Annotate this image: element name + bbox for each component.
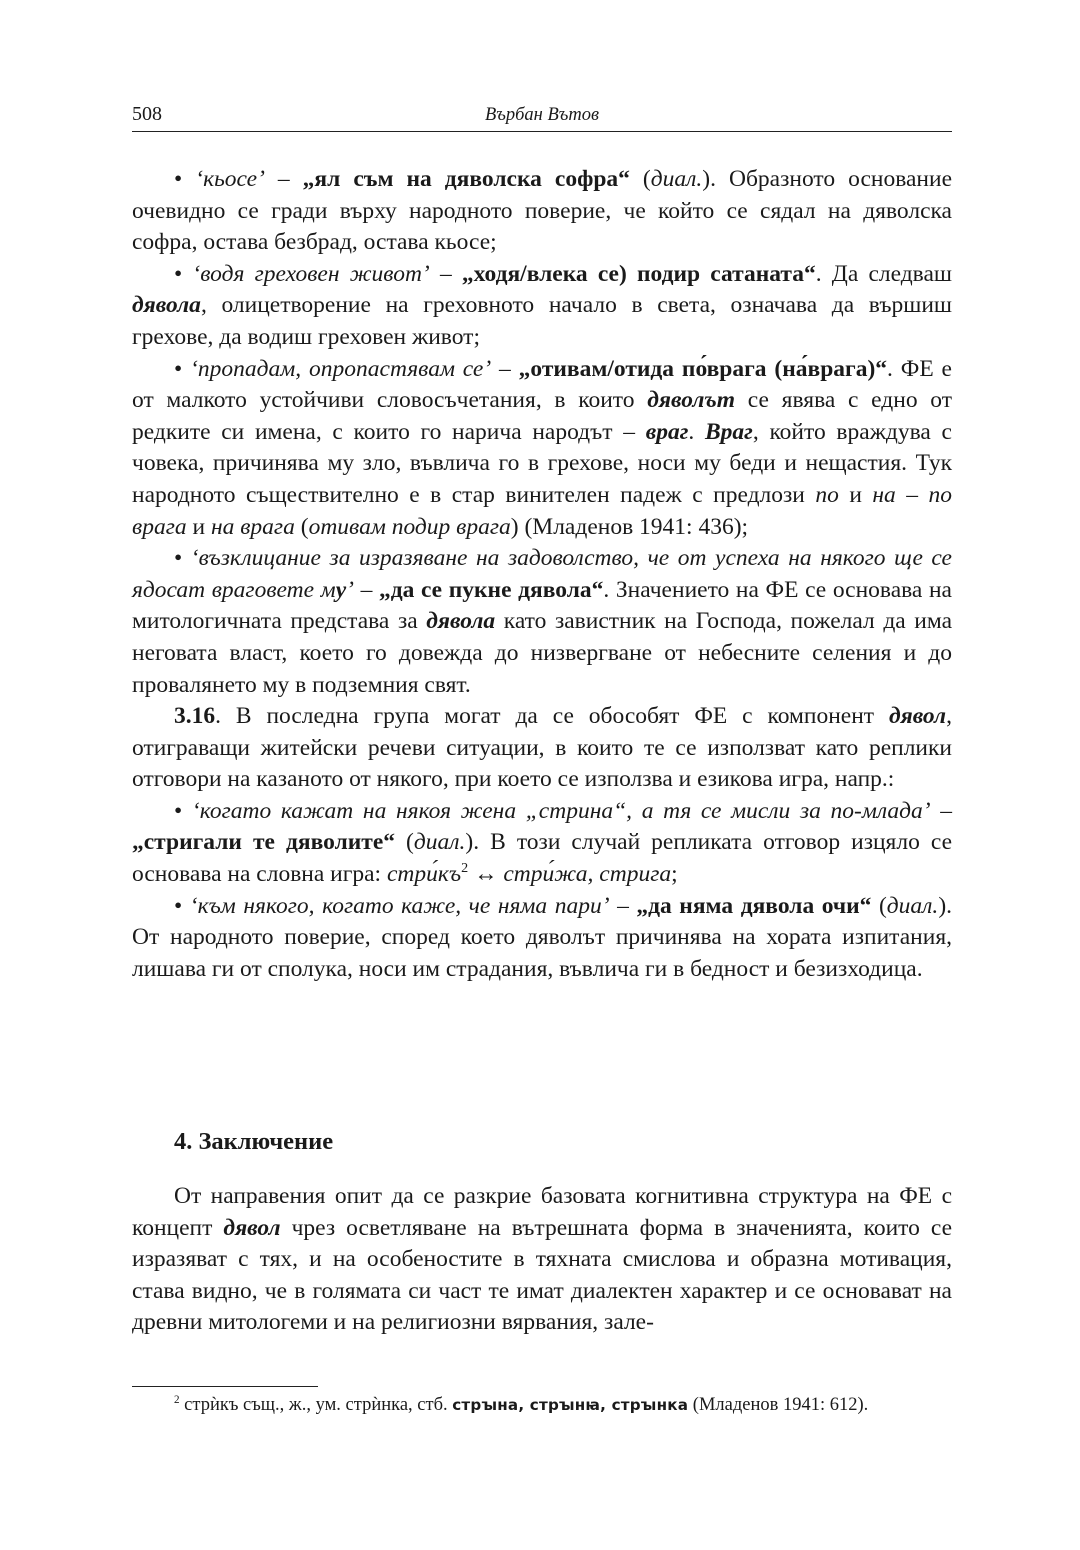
keyword: дявол [223, 1214, 281, 1241]
idiom: „стригали те дяволите“ [132, 829, 396, 856]
conclusion-text [132, 1181, 952, 1339]
paragraph: • ‘водя греховен живот’ – „ходя/влека се) подир сатаната“. Да следваш дявола, олицетворение на греховното начало в света, означава да вършиш грехове, да водиш греховен живот; [132, 260, 952, 350]
paragraph: 3.16. В последна група могат да се обособят ФЕ с компонент дявол, отиграващи житейски речеви ситуации, в които те се използват като реплики отговори на казаното от някого, при което се използва и езикова игра, напр.: [132, 703, 952, 793]
keyword: дяволът [647, 387, 736, 414]
page-number: 508 [132, 103, 162, 125]
footnote-ref[interactable]: 2 [461, 860, 469, 877]
old-church-slavonic-text: стрꙑна, стрꙑнꙗ, стрꙑнка [452, 1396, 689, 1414]
paragraph: От направения опит да се разкрие базовата когнитивна структура на ФЕ с концепт дявол чрез осветляване на вътрешната форма в значенията, които се изразяват с тях, и на особеностите в тяхната смислова и образна мотивация, става видно, че в голямата си част те имат диалектен характер и се основават на древни митологеми и на религиозни вярвания, зале- [132, 1183, 953, 1336]
page-header [132, 103, 952, 132]
main-text [132, 164, 952, 985]
keyword: дявола [426, 608, 496, 635]
running-title: Върбан Вътов [484, 105, 600, 125]
paragraph: • ‘възклицание за изразяване на задоволство, че от успеха на някого ще се ядосат враговете му’ – „да се пукне дявола“. Значението на ФЕ се основава на митологичната представа за дявола като завистник на Господа, пожелал да има неговата власт, което го довежда до низвергване от небесните селения и до провалянето му в подземния свят. [132, 545, 953, 698]
keyword: Враг [705, 418, 753, 445]
keyword: дявола [132, 292, 201, 319]
idiom: „да се пукне дявола“ [378, 576, 604, 603]
keyword: дявол [888, 703, 947, 730]
paragraph: • ‘кьосе’ – „ял съм на дяволска софра“ (диал.). Образното основание очевидно се гради върху народното поверие, че който се сядал на дяволска софра, остава безбрад, остава кьосе; [132, 166, 953, 256]
idiom: „ял съм на дяволска софра“ [302, 166, 630, 192]
footnote-mark: 2 [174, 1393, 180, 1406]
footnote-divider [132, 1386, 318, 1387]
section-heading: 4. Заключение [174, 1128, 334, 1155]
section-number: 3.16 [174, 703, 216, 730]
footnote: $^2$ стрѝкъ същ., ж., ум. стрѝнка, стб. стрꙑна, стрꙑнꙗ, стрꙑнка (Младенов 1941: 612). [174, 1393, 869, 1415]
idiom: „да няма дявола очи“ [636, 892, 872, 919]
paragraph: • ‘към някого, когато каже, че няма пари’ – „да няма дявола очи“ (диал.). От народното поверие, според което дяволът причинява на хората изпитания, лишава ги от сполука, носи им страдания, въвлича ги в бедност и безизходица. [132, 892, 953, 982]
idiom: „отивам/отида по́врага (на́врага)“ [518, 355, 888, 382]
idiom: „ходя/влека се) подир сатаната“ [461, 260, 816, 287]
paragraph: • ‘пропадам, опропастявам се’ – „отивам/отида по́врага (на́врага)“. ФЕ е от малкото устойчиви словосъчетания, в които дяволът се явява с едно от редките си имена, с които го нарича народът – враг. Враг, който враждува с човека, причинява му зло, въвлича го в грехове, носи му беди и нещастия. Тук народното съществително е в стар винителен падеж с предлози по и на – по врага и на врага (отивам подир врага) (Младенов 1941: 436); [132, 355, 953, 540]
paragraph: • ‘когато кажат на някоя жена „стрина“, а тя се мисли за по-млада’ – „стригали те дяволите“ (диал.). В този случай репликата отговор изцяло се основава на словна игра: $стри́къ^2$ ↔ стри́жа, стрига; [132, 797, 953, 888]
keyword: враг [645, 418, 689, 445]
